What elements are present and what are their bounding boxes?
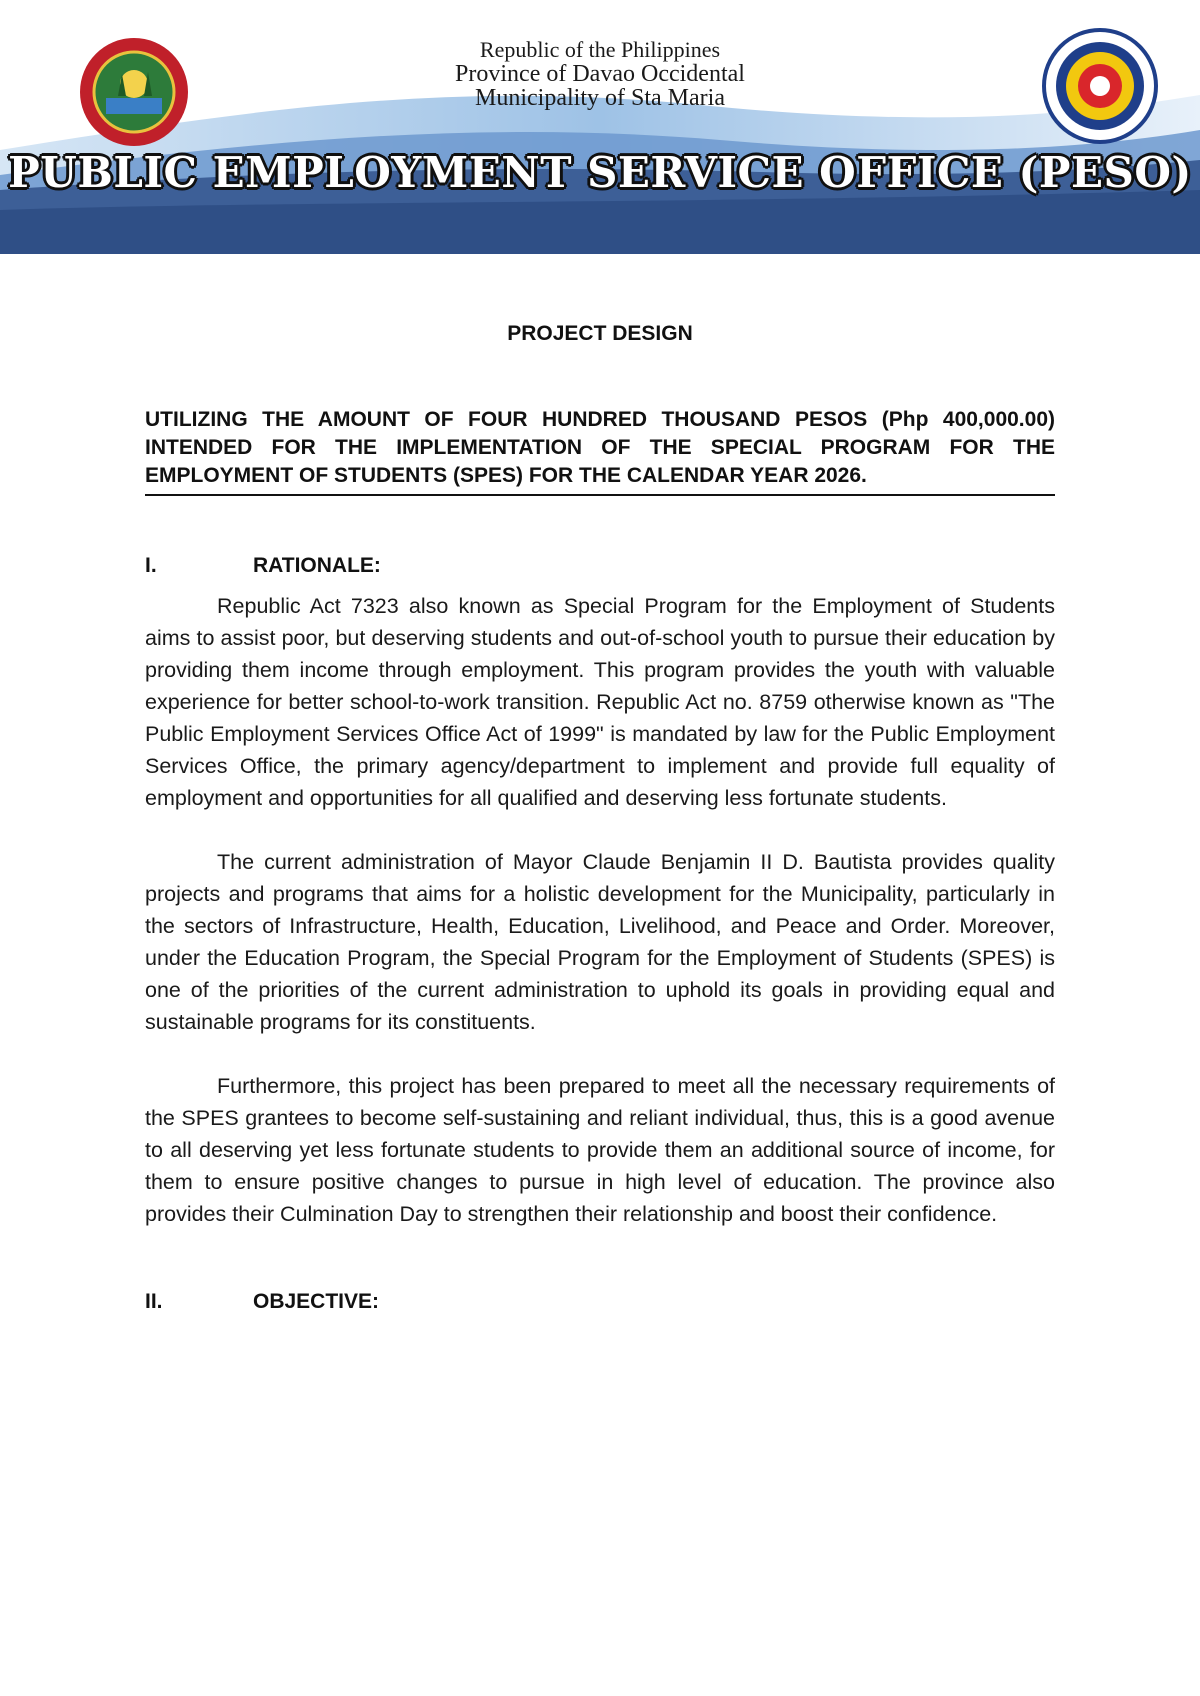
section-heading: [145, 1290, 1055, 1314]
section-title: RATIONALE:: [253, 554, 381, 577]
peso-logo: [1040, 26, 1160, 151]
paragraph: The current administration of Mayor Claude Benjamin II D. Bautista provides quality projects and programs that aims for a holistic development for the Municipality, particularly in the sectors of Infrastructure, Health, Education, Livelihood, and Peace and Order. Moreover, under the Education Program, the Special Program for the Employment of Students (SPES) is one of the priorities of the current administration to uphold its goals in providing equal and sustainable programs for its constituents.: [145, 850, 1055, 1034]
section-heading: [145, 554, 1055, 578]
paragraph: Republic Act 7323 also known as Special Program for the Employment of Students aims to assist poor, but deserving students and out-of-school youth to pursue their education by providing them income through employment. This program provides the youth with valuable experience for better school-to-work transition. Republic Act no. 8759 otherwise known as "The Public Employment Services Office Act of 1999" is mandated by law for the Public Employment Services Office, the primary agency/department to implement and provide full equality of employment and opportunities for all qualified and deserving less fortunate students.: [145, 594, 1055, 810]
section-number: II.: [145, 1290, 163, 1313]
document-subject: UTILIZING THE AMOUNT OF FOUR HUNDRED THOUSAND PESOS (Php 400,000.00) INTENDED FOR THE IMPLEMENTATION OF THE SPECIAL PROGRAM FOR THE EMPLOYMENT OF STUDENTS (SPES) FOR THE CALENDAR YEAR 2026.: [145, 406, 1055, 496]
section-rationale: [145, 554, 1055, 1230]
section-number: I.: [145, 554, 157, 577]
header-province: Province of Davao Occidental: [455, 61, 745, 87]
paragraph: Furthermore, this project has been prepared to meet all the necessary requirements of the SPES grantees to become self-sustaining and reliant individual, thus, this is a good avenue to all deserving yet less fortunate students to provide them an additional source of income, for them to ensure positive changes to pursue in high level of education. The province also provides their Culmination Day to strengthen their relationship and boost their confidence.: [145, 1074, 1055, 1226]
letterhead: [0, 0, 1200, 254]
header-municipality: Municipality of Sta Maria: [475, 85, 725, 111]
document-title: PROJECT DESIGN: [507, 322, 693, 345]
document-body: [145, 322, 1055, 1326]
government-header-lines: [0, 38, 1200, 110]
section-title: OBJECTIVE:: [253, 1290, 380, 1313]
header-republic: Republic of the Philippines: [479, 37, 721, 62]
office-title: PUBLIC EMPLOYMENT SERVICE OFFICE (PESO): [8, 148, 1192, 197]
section-objective: [145, 1290, 1055, 1314]
